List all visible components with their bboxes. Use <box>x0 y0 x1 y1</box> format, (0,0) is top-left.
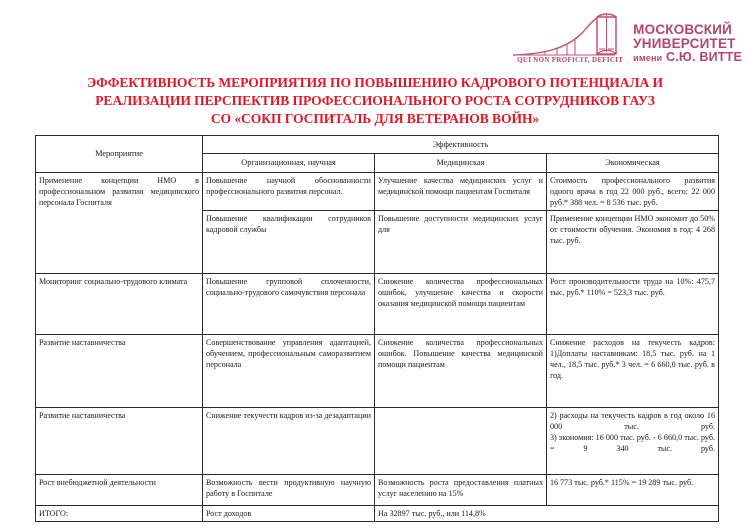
cell-measure: Развитие наставничества <box>36 407 203 474</box>
logo-line-1: МОСКОВСКИЙ <box>633 21 733 37</box>
effectiveness-table-wrapper <box>35 135 719 522</box>
cell-economic: Стоимость профессионального развития одного врача в год 22 000 руб., всего: 22 000 руб.* 388 чел. = 8 536 тыс. руб. <box>547 172 719 210</box>
cell-medical: Повышение доступности медицинских услуг для <box>375 210 547 273</box>
table-header-row-1 <box>36 136 719 154</box>
header-medical: Медицинская <box>375 154 547 172</box>
cell-medical: Снижение количества профессиональных ошибок. Повышение качества медицинской помощи пациентам <box>375 334 547 407</box>
table-total-row <box>36 505 719 521</box>
page-title <box>28 74 722 128</box>
logo-line-3-main: С.Ю. ВИТТЕ <box>666 50 742 64</box>
cell-organizational: Повышение групповой сплоченности, социально-трудового самочувствия персонала <box>203 273 375 334</box>
cell-organizational: Возможность вести продуктивную научную работу в Госпитале <box>203 474 375 505</box>
cell-measure: Развитие наставничества <box>36 334 203 407</box>
cell-organizational: Совершенствование управления адаптацией, обучением, профессиональным саморазвитием персонала <box>203 334 375 407</box>
cell-economic <box>547 334 719 407</box>
header-measure: Мероприятие <box>36 136 203 173</box>
page-title-line-1: ЭФФЕКТИВНОСТЬ МЕРОПРИЯТИЯ ПО ПОВЫШЕНИЮ КАДРОВОГО ПОТЕНЦИАЛА И <box>86 75 663 90</box>
cell-economic: Применение концепции НМО экономит до 50% от стоимости обучения. Экономия в год: 4 268 тыс. руб. <box>547 210 719 273</box>
table-row <box>36 474 719 505</box>
cell-medical: Снижение количества профессиональных ошибок, улучшение качества и скорости оказания медицинской помощи пациентам <box>375 273 547 334</box>
cell-medical: Возможность роста предоставления платных услуг населению на 15% <box>375 474 547 505</box>
cell-medical <box>375 407 547 474</box>
cell-economic-line-1: 2) расходы на текучесть кадров в год около 16 000 тыс. руб. <box>550 410 715 431</box>
cell-medical: Улучшение качества медицинских услуг и медицинской помощи пациентам Госпиталя <box>375 172 547 210</box>
header-organizational: Организационная, научная <box>203 154 375 172</box>
table-body <box>36 172 719 521</box>
logo-line-2: УНИВЕРСИТЕТ <box>633 35 736 51</box>
logo-line-3-prefix: имени <box>633 53 663 63</box>
cell-economic-line-2: 1)Доплаты наставникам: 18,5 тыс. руб. на 1 чел., 18,5 тыс. руб.* 3 чел. = 6 660,0 тыс. руб. в год. <box>550 348 715 380</box>
cell-organizational: Повышение квалификации сотрудников кадровой службы <box>203 210 375 273</box>
cell-measure: Рост внебюджетной деятельности <box>36 474 203 505</box>
cell-total-organizational: Рост доходов <box>203 505 375 521</box>
logo-emblem-icon <box>511 8 629 66</box>
logo-line-3 <box>633 51 742 64</box>
cell-economic <box>547 407 719 474</box>
cell-economic-line-2: 3) экономия: 16 000 тыс. руб. - 6 660,0 тыс. руб. = 9 340 тыс. руб. <box>550 432 715 453</box>
cell-economic: Рост производительности труда на 10%: 475,7 тыс. руб.* 110% = 523,3 тыс. руб. <box>547 273 719 334</box>
table-row <box>36 273 719 334</box>
table-head <box>36 136 719 173</box>
logo-motto-text: QUI NON PROFICIT, DEFICIT <box>517 56 624 64</box>
cell-organizational: Снижение текучести кадров из-за дезадаптации <box>203 407 375 474</box>
university-logo <box>511 4 742 66</box>
header-effectiveness-group: Эффективность <box>203 136 719 154</box>
cell-measure: Мониторинг социально-трудового климата <box>36 273 203 334</box>
cell-organizational: Повышение научной обоснованности профессионального развития персонал. <box>203 172 375 210</box>
table-row <box>36 172 719 210</box>
cell-measure: Применение концепции НМО в профессиональном развитии медицинского персонала Госпиталя <box>36 172 203 273</box>
table-row <box>36 407 719 474</box>
cell-economic-line-1: Снижение расходов на текучесть кадров: <box>550 337 715 347</box>
page-title-line-2: РЕАЛИЗАЦИИ ПЕРСПЕКТИВ ПРОФЕССИОНАЛЬНОГО РОСТА СОТРУДНИКОВ ГАУЗ <box>95 93 655 109</box>
header-economic: Экономическая <box>547 154 719 172</box>
table-row <box>36 334 719 407</box>
logo-wordmark <box>633 23 742 66</box>
cell-total-value: На 32897 тыс. руб., или 114,8% <box>375 505 719 521</box>
page-title-line-3: СО «СОКП ГОСПИТАЛЬ ДЛЯ ВЕТЕРАНОВ ВОЙН» <box>210 111 540 127</box>
cell-total-label: ИТОГО: <box>36 505 203 521</box>
cell-economic: 16 773 тыс. руб.* 115% = 19 289 тыс. руб. <box>547 474 719 505</box>
effectiveness-table <box>35 135 719 522</box>
